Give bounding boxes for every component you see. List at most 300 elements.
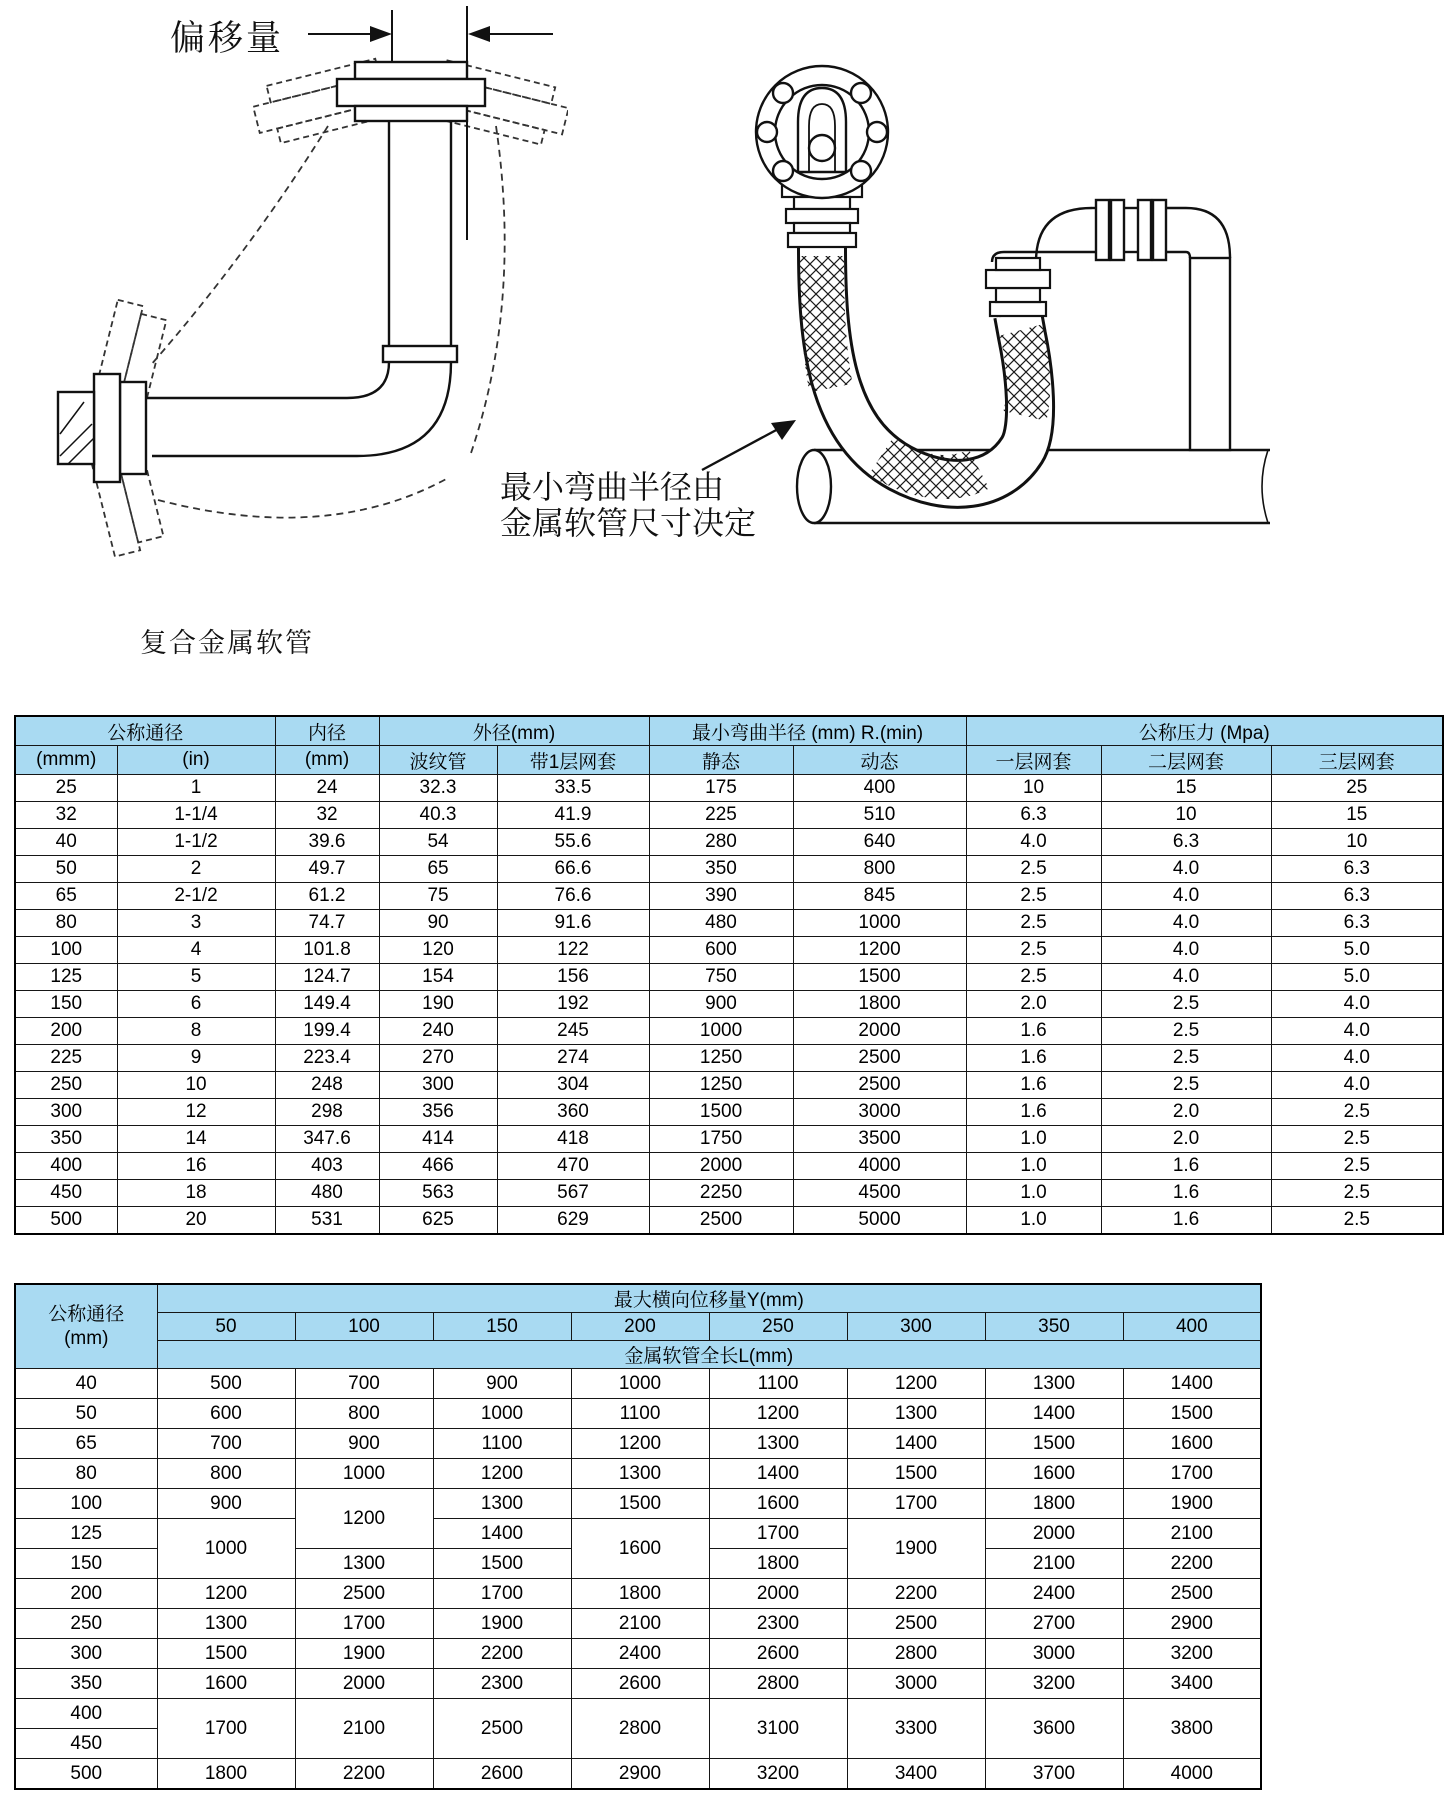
table1-cell: 14 — [117, 1126, 275, 1153]
table1-cell: 2000 — [649, 1153, 793, 1180]
table1-cell: 2.5 — [1101, 991, 1271, 1018]
table-row — [15, 1459, 1261, 1489]
table2-cell: 1400 — [1123, 1369, 1261, 1399]
table1-cell: 32 — [15, 802, 117, 829]
table1-cell: 3000 — [793, 1099, 966, 1126]
table1-cell: 4000 — [793, 1153, 966, 1180]
table2-cell: 1000 — [433, 1399, 571, 1429]
table1-cell: 480 — [649, 910, 793, 937]
table1-cell: 12 — [117, 1099, 275, 1126]
table2-cell: 1400 — [709, 1459, 847, 1489]
table1-cell: 563 — [379, 1180, 497, 1207]
table2-cell: 900 — [433, 1369, 571, 1399]
table1-cell: 500 — [15, 1207, 117, 1235]
table2-header — [15, 1284, 1261, 1369]
table-row — [15, 1669, 1261, 1699]
table1-cell: 403 — [275, 1153, 379, 1180]
table1-cell: 1.6 — [966, 1018, 1101, 1045]
header-nominal-diameter: 公称通径 — [15, 716, 275, 746]
table1-cell: 6.3 — [1271, 910, 1443, 937]
table2-cell: 1200 — [847, 1369, 985, 1399]
table2-cell: 1500 — [157, 1639, 295, 1669]
table1-cell: 9 — [117, 1045, 275, 1072]
table1-cell: 4.0 — [1271, 1018, 1443, 1045]
spec-table-dimensions — [14, 715, 1444, 1235]
table2-cell: 1500 — [1123, 1399, 1261, 1429]
table-row — [15, 829, 1443, 856]
table2-cell: 3200 — [985, 1669, 1123, 1699]
table1-cell: 250 — [15, 1072, 117, 1099]
table2-cell: 1500 — [571, 1489, 709, 1519]
header-outer-diameter: 外径(mm) — [379, 716, 649, 746]
table2-cell: 2500 — [847, 1609, 985, 1639]
table2-cell: 4000 — [1123, 1759, 1261, 1790]
row-label: 450 — [15, 1729, 157, 1759]
row-label: 500 — [15, 1759, 157, 1790]
table1-cell: 32 — [275, 802, 379, 829]
table1-cell: 75 — [379, 883, 497, 910]
table1-cell: 1800 — [793, 991, 966, 1018]
table2-cell: 2100 — [1123, 1519, 1261, 1549]
table2-cell: 2600 — [571, 1669, 709, 1699]
table1-cell: 1 — [117, 775, 275, 802]
table1-cell: 480 — [275, 1180, 379, 1207]
table-row — [15, 1609, 1261, 1639]
table1-cell: 2.0 — [966, 991, 1101, 1018]
table2-cell: 1700 — [157, 1699, 295, 1759]
table1-cell: 39.6 — [275, 829, 379, 856]
table1-cell: 40 — [15, 829, 117, 856]
table1-cell: 61.2 — [275, 883, 379, 910]
table1-cell: 800 — [793, 856, 966, 883]
disp-col-200: 200 — [571, 1313, 709, 1341]
table1-cell: 5.0 — [1271, 937, 1443, 964]
table2-cell: 2400 — [985, 1579, 1123, 1609]
table2-cell: 2500 — [433, 1699, 571, 1759]
table1-cell: 10 — [1101, 802, 1271, 829]
table2-cell: 1200 — [571, 1429, 709, 1459]
table-row — [15, 1072, 1443, 1099]
table1-cell: 10 — [1271, 829, 1443, 856]
subheader-corrugated: 波纹管 — [379, 746, 497, 775]
table1-cell: 65 — [379, 856, 497, 883]
table1-cell: 4.0 — [1101, 883, 1271, 910]
row-label: 40 — [15, 1369, 157, 1399]
table2-cell: 2100 — [295, 1699, 433, 1759]
table1-cell: 10 — [966, 775, 1101, 802]
braid-section-bottom — [881, 456, 979, 477]
table2-cell: 500 — [157, 1369, 295, 1399]
table-row — [15, 964, 1443, 991]
header-hose-total-length: 金属软管全长L(mm) — [157, 1341, 1261, 1369]
table1-header — [15, 716, 1443, 775]
table1-cell: 6.3 — [1271, 856, 1443, 883]
table2-cell: 2800 — [571, 1699, 709, 1759]
table1-cell: 50 — [15, 856, 117, 883]
table2-cell: 700 — [295, 1369, 433, 1399]
table2-body — [15, 1369, 1261, 1790]
table2-cell: 2200 — [295, 1759, 433, 1790]
table2-cell: 2800 — [847, 1639, 985, 1669]
table1-cell: 2500 — [649, 1207, 793, 1235]
table1-cell: 154 — [379, 964, 497, 991]
table2-cell: 2900 — [571, 1759, 709, 1790]
table-row — [15, 1759, 1261, 1790]
table1-cell: 223.4 — [275, 1045, 379, 1072]
table1-cell: 4.0 — [1271, 991, 1443, 1018]
table1-cell: 1-1/4 — [117, 802, 275, 829]
table1-cell: 25 — [15, 775, 117, 802]
table2-cell: 2300 — [433, 1669, 571, 1699]
table2-cell: 2300 — [709, 1609, 847, 1639]
subheader-mm: (mmm) — [15, 746, 117, 775]
table2-cell: 1400 — [985, 1399, 1123, 1429]
table-row — [15, 1519, 1261, 1549]
table-row — [15, 1399, 1261, 1429]
table2-cell: 1200 — [709, 1399, 847, 1429]
table1-cell: 2.5 — [1101, 1072, 1271, 1099]
row-label: 200 — [15, 1579, 157, 1609]
table1-cell: 625 — [379, 1207, 497, 1235]
table1-cell: 531 — [275, 1207, 379, 1235]
subheader-one-braid: 带1层网套 — [497, 746, 649, 775]
table1-cell: 2.5 — [966, 856, 1101, 883]
table1-cell: 4.0 — [966, 829, 1101, 856]
table1-cell: 76.6 — [497, 883, 649, 910]
table2-cell: 600 — [157, 1399, 295, 1429]
table-row — [15, 1579, 1261, 1609]
table2-cell: 1900 — [295, 1639, 433, 1669]
table1-cell: 2.5 — [1271, 1180, 1443, 1207]
table2-cell: 1000 — [571, 1369, 709, 1399]
row-label: 350 — [15, 1669, 157, 1699]
table1-cell: 4.0 — [1101, 910, 1271, 937]
table2-cell: 1700 — [847, 1489, 985, 1519]
table2-cell: 1300 — [847, 1399, 985, 1429]
table2-cell: 2600 — [433, 1759, 571, 1790]
table1-cell: 304 — [497, 1072, 649, 1099]
table1-cell: 1.6 — [966, 1072, 1101, 1099]
table1-cell: 2.5 — [966, 910, 1101, 937]
table1-cell: 4.0 — [1101, 856, 1271, 883]
table1-cell: 2.5 — [966, 883, 1101, 910]
disp-col-300: 300 — [847, 1313, 985, 1341]
table2-cell: 1600 — [571, 1519, 709, 1579]
table1-cell: 16 — [117, 1153, 275, 1180]
table1-cell: 418 — [497, 1126, 649, 1153]
table1-cell: 3500 — [793, 1126, 966, 1153]
table1-cell: 1.0 — [966, 1180, 1101, 1207]
table1-cell: 414 — [379, 1126, 497, 1153]
table2-cell: 1400 — [433, 1519, 571, 1549]
row-label: 400 — [15, 1699, 157, 1729]
table1-cell: 66.6 — [497, 856, 649, 883]
table2-cell: 3400 — [1123, 1669, 1261, 1699]
table1-cell: 156 — [497, 964, 649, 991]
subheader-braid2: 二层网套 — [1101, 746, 1271, 775]
table1-cell: 2250 — [649, 1180, 793, 1207]
table1-cell: 2.0 — [1101, 1099, 1271, 1126]
table2-cell: 1600 — [985, 1459, 1123, 1489]
table1-cell: 2.5 — [1271, 1153, 1443, 1180]
table2-cell: 1200 — [157, 1579, 295, 1609]
table-row — [15, 910, 1443, 937]
table1-cell: 245 — [497, 1018, 649, 1045]
offset-label: 偏移量 — [170, 19, 285, 58]
table-row — [15, 802, 1443, 829]
table1-cell: 20 — [117, 1207, 275, 1235]
table1-cell: 100 — [15, 937, 117, 964]
table1-cell: 567 — [497, 1180, 649, 1207]
table-row — [15, 1207, 1443, 1235]
disp-col-250: 250 — [709, 1313, 847, 1341]
row-label: 250 — [15, 1609, 157, 1639]
subheader-braid1: 一层网套 — [966, 746, 1101, 775]
table1-cell: 1250 — [649, 1045, 793, 1072]
table1-cell: 629 — [497, 1207, 649, 1235]
table1-cell: 4.0 — [1101, 964, 1271, 991]
table1-cell: 4 — [117, 937, 275, 964]
table2-cell: 1600 — [1123, 1429, 1261, 1459]
subheader-in: (in) — [117, 746, 275, 775]
table1-cell: 1.6 — [1101, 1153, 1271, 1180]
table2-cell: 1400 — [847, 1429, 985, 1459]
table1-cell: 360 — [497, 1099, 649, 1126]
table2-cell: 2100 — [985, 1549, 1123, 1579]
table1-cell: 2.5 — [1271, 1099, 1443, 1126]
disp-col-150: 150 — [433, 1313, 571, 1341]
header-min-bend-radius: 最小弯曲半径 (mm) R.(min) — [649, 716, 966, 746]
table2-cell: 3400 — [847, 1759, 985, 1790]
table1-cell: 33.5 — [497, 775, 649, 802]
table1-cell: 122 — [497, 937, 649, 964]
table1-cell: 149.4 — [275, 991, 379, 1018]
table1-cell: 8 — [117, 1018, 275, 1045]
table2-cell: 1800 — [985, 1489, 1123, 1519]
table2-cell: 1000 — [295, 1459, 433, 1489]
table2-cell: 2000 — [709, 1579, 847, 1609]
table2-cell: 800 — [295, 1399, 433, 1429]
disp-col-50: 50 — [157, 1313, 295, 1341]
table2-cell: 3200 — [1123, 1639, 1261, 1669]
table2-cell: 1300 — [295, 1549, 433, 1579]
table1-cell: 2.5 — [966, 964, 1101, 991]
table1-cell: 280 — [649, 829, 793, 856]
table1-cell: 5000 — [793, 1207, 966, 1235]
table-row — [15, 1018, 1443, 1045]
table2-cell: 1300 — [709, 1429, 847, 1459]
table2-cell: 2400 — [571, 1639, 709, 1669]
table-row — [15, 856, 1443, 883]
table2-cell: 2200 — [433, 1639, 571, 1669]
table2-cell: 1300 — [157, 1609, 295, 1639]
header-inner-diameter: 内径 — [275, 716, 379, 746]
note-arrow-line — [702, 428, 780, 470]
table1-cell: 15 — [1101, 775, 1271, 802]
table1-cell: 1750 — [649, 1126, 793, 1153]
table-row — [15, 1099, 1443, 1126]
table1-cell: 24 — [275, 775, 379, 802]
table2-cell: 1300 — [571, 1459, 709, 1489]
table-row — [15, 1126, 1443, 1153]
table1-cell: 1.6 — [1101, 1207, 1271, 1235]
table1-cell: 2.5 — [1271, 1126, 1443, 1153]
table2-cell: 1300 — [433, 1489, 571, 1519]
table-row — [15, 1639, 1261, 1669]
table1-cell: 40.3 — [379, 802, 497, 829]
table-row — [15, 1369, 1261, 1399]
table2-cell: 900 — [157, 1489, 295, 1519]
row-label: 300 — [15, 1639, 157, 1669]
table2-cell: 3300 — [847, 1699, 985, 1759]
table1-cell: 510 — [793, 802, 966, 829]
table2-cell: 1300 — [985, 1369, 1123, 1399]
table2-cell: 1900 — [433, 1609, 571, 1639]
table2-cell: 3100 — [709, 1699, 847, 1759]
table2-cell: 2500 — [1123, 1579, 1261, 1609]
table1-cell: 54 — [379, 829, 497, 856]
table1-cell: 1.0 — [966, 1153, 1101, 1180]
row-label: 80 — [15, 1459, 157, 1489]
table1-cell: 150 — [15, 991, 117, 1018]
table2-cell: 1100 — [709, 1369, 847, 1399]
braid-section-right — [1021, 330, 1028, 416]
table1-cell: 190 — [379, 991, 497, 1018]
table-row — [15, 1180, 1443, 1207]
row-label: 100 — [15, 1489, 157, 1519]
bend-radius-note-line1: 最小弯曲半径由 — [500, 469, 725, 505]
dimension-arrowhead-right — [370, 26, 392, 42]
table2-cell: 1500 — [433, 1549, 571, 1579]
table1-cell: 3 — [117, 910, 275, 937]
table1-cell: 270 — [379, 1045, 497, 1072]
table-row — [15, 991, 1443, 1018]
table2-cell: 1700 — [295, 1609, 433, 1639]
table1-cell: 300 — [15, 1099, 117, 1126]
table1-cell: 248 — [275, 1072, 379, 1099]
table1-cell: 2.5 — [966, 937, 1101, 964]
table2-cell: 1500 — [847, 1459, 985, 1489]
table2-cell: 800 — [157, 1459, 295, 1489]
table1-cell: 347.6 — [275, 1126, 379, 1153]
table1-cell: 1000 — [649, 1018, 793, 1045]
table2-cell: 2900 — [1123, 1609, 1261, 1639]
union-nut — [986, 258, 1050, 316]
disp-col-350: 350 — [985, 1313, 1123, 1341]
table1-cell: 400 — [15, 1153, 117, 1180]
table1-cell: 6.3 — [1101, 829, 1271, 856]
table1-cell: 6.3 — [1271, 883, 1443, 910]
corner-nominal-diameter — [15, 1284, 157, 1369]
table1-cell: 74.7 — [275, 910, 379, 937]
table1-cell: 49.7 — [275, 856, 379, 883]
table2-cell: 1500 — [985, 1429, 1123, 1459]
table1-cell: 356 — [379, 1099, 497, 1126]
table2-cell: 1800 — [157, 1759, 295, 1790]
subheader-dynamic: 动态 — [793, 746, 966, 775]
table1-cell: 4.0 — [1271, 1045, 1443, 1072]
table1-cell: 470 — [497, 1153, 649, 1180]
table1-cell: 2.5 — [1101, 1018, 1271, 1045]
table1-cell: 2.0 — [1101, 1126, 1271, 1153]
table1-cell: 240 — [379, 1018, 497, 1045]
header-nominal-pressure: 公称压力 (Mpa) — [966, 716, 1443, 746]
table1-cell: 1000 — [793, 910, 966, 937]
table1-cell: 2.5 — [1271, 1207, 1443, 1235]
table2-cell: 3600 — [985, 1699, 1123, 1759]
table2-cell: 3700 — [985, 1759, 1123, 1790]
table1-cell: 18 — [117, 1180, 275, 1207]
table1-cell: 55.6 — [497, 829, 649, 856]
table1-cell: 900 — [649, 991, 793, 1018]
corner-line2: (mm) — [64, 1327, 109, 1349]
table1-cell: 466 — [379, 1153, 497, 1180]
table2-cell: 1700 — [433, 1579, 571, 1609]
table2-cell: 1200 — [433, 1459, 571, 1489]
table2-cell: 1600 — [157, 1669, 295, 1699]
table-row — [15, 1153, 1443, 1180]
subheader-id-mm: (mm) — [275, 746, 379, 775]
table2-cell: 2800 — [709, 1669, 847, 1699]
table1-cell: 65 — [15, 883, 117, 910]
table1-cell: 199.4 — [275, 1018, 379, 1045]
table2-cell: 1900 — [1123, 1489, 1261, 1519]
table1-cell: 390 — [649, 883, 793, 910]
table1-cell: 300 — [379, 1072, 497, 1099]
table-row — [15, 1699, 1261, 1729]
table2-cell: 2500 — [295, 1579, 433, 1609]
table1-cell: 41.9 — [497, 802, 649, 829]
table1-cell: 845 — [793, 883, 966, 910]
table1-cell: 225 — [649, 802, 793, 829]
table2-cell: 1200 — [295, 1489, 433, 1549]
table1-cell: 4.0 — [1271, 1072, 1443, 1099]
table1-cell: 1.6 — [1101, 1180, 1271, 1207]
subheader-braid3: 三层网套 — [1271, 746, 1443, 775]
header-max-lateral-displacement: 最大横向位移量Y(mm) — [157, 1284, 1261, 1313]
table1-cell: 1.0 — [966, 1126, 1101, 1153]
table2-cell: 2700 — [985, 1609, 1123, 1639]
table2-cell: 700 — [157, 1429, 295, 1459]
table1-cell: 2 — [117, 856, 275, 883]
row-label: 65 — [15, 1429, 157, 1459]
table1-cell: 125 — [15, 964, 117, 991]
table2-cell: 2600 — [709, 1639, 847, 1669]
table2-cell: 1700 — [709, 1519, 847, 1549]
disp-col-100: 100 — [295, 1313, 433, 1341]
table2-cell: 1700 — [1123, 1459, 1261, 1489]
table1-cell: 1.6 — [966, 1045, 1101, 1072]
ghost-outline-left — [13, 54, 494, 556]
table2-cell: 1600 — [709, 1489, 847, 1519]
table1-cell: 124.7 — [275, 964, 379, 991]
table1-cell: 2.5 — [1101, 1045, 1271, 1072]
pipe-assembly — [58, 62, 485, 482]
table2-cell: 1900 — [847, 1519, 985, 1579]
table2-cell: 3200 — [709, 1759, 847, 1790]
table1-cell: 10 — [117, 1072, 275, 1099]
table1-cell: 101.8 — [275, 937, 379, 964]
table1-cell: 350 — [649, 856, 793, 883]
table2-cell: 2200 — [1123, 1549, 1261, 1579]
table1-cell: 298 — [275, 1099, 379, 1126]
table1-body — [15, 775, 1443, 1235]
table1-cell: 80 — [15, 910, 117, 937]
table1-cell: 5.0 — [1271, 964, 1443, 991]
row-label: 50 — [15, 1399, 157, 1429]
table1-cell: 91.6 — [497, 910, 649, 937]
table-row — [15, 775, 1443, 802]
